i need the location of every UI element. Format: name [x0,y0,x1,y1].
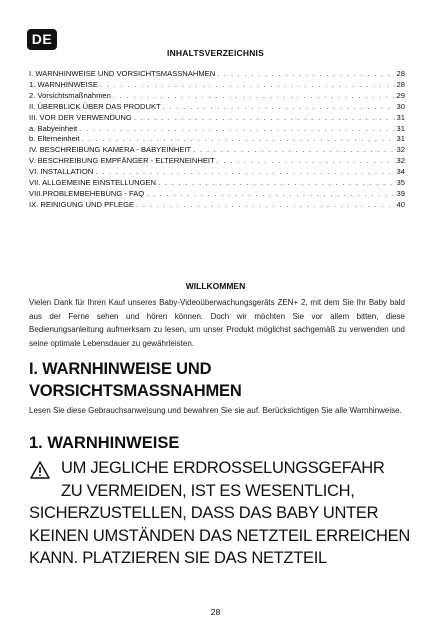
toc-entry-label: II. ÜBERBLICK ÜBER DAS PRODUKT [29,101,161,111]
toc-entry-label: III. VOR DER VERWENDUNG [29,112,132,122]
toc-entry-label: 1. WARNHINWEISE [29,79,98,89]
welcome-heading: WILLKOMMEN [185,281,246,291]
toc-entry-label: V. BESCHREIBUNG EMPFÄNGER - ELTERNEINHEIT [29,156,215,166]
toc-leader-dots [163,102,395,113]
toc-entry[interactable] [29,178,405,189]
toc-heading: INHALTSVERZEICHNIS [167,48,264,58]
toc-leader-dots [136,200,394,211]
warning-line-2: ZU VERMEIDEN, IST ES WESENTLICH, [61,481,355,500]
toc-entry-label: a. Babyeinheit [29,123,78,133]
warning-line-rest: SICHERZUSTELLEN, DASS DAS BABY UNTER KEINEN UMSTÄNDEN DAS NETZTEIL ERREICHEN KANN. PLATZIEREN SIE DAS NETZTEIL [29,504,410,568]
toc-leader-dots [95,167,394,178]
toc-entry[interactable] [29,156,405,167]
toc-entry-page: 30 [396,101,405,111]
toc-entry[interactable] [29,113,405,124]
toc-entry-page: 39 [396,188,405,198]
toc-entry[interactable] [29,145,405,156]
toc-entry-page: 32 [396,145,405,155]
toc-entry-page: 40 [396,199,405,209]
toc-entry-label: VI. INSTALLATION [29,167,94,177]
warning-text [29,457,411,570]
toc-entry-page: 35 [396,178,405,188]
table-of-contents [29,69,405,211]
welcome-paragraph: Vielen Dank für Ihren Kauf unseres Baby-Videoüberwachungsgeräts ZEN+ 2, mit dem Sie Ihr Baby bald aus der Ferne sehen und hören können. Doch wir möchten Sie vor allem bitten, diese Bedienungsanleitung aufmerksam zu lesen, um unser Produkt möglichst sachgemäß zu verwenden und seine optimale Lebensdauer zu gewährleisten. [29,298,405,348]
section-intro: Lesen Sie diese Gebrauchsanweisung und bewahren Sie sie auf. Berücksichtigen Sie alle Warnhinweise. [29,406,402,415]
toc-entry[interactable] [29,102,405,113]
toc-leader-dots [113,91,395,102]
toc-entry-page: 31 [396,123,405,133]
toc-entry-label: I. WARNHINWEISE UND VORSICHTSMASSNAHMEN [29,69,216,78]
subsection-title: 1. WARNHINWEISE [29,434,180,452]
toc-leader-dots [158,178,395,189]
language-badge: DE [27,29,57,50]
toc-entry-label: VII. ALLGEMEINE EINSTELLUNGEN [29,178,157,188]
toc-entry-page: 28 [396,69,405,78]
toc-entry-page: 29 [396,90,405,100]
toc-entry[interactable] [29,189,405,200]
toc-entry[interactable] [29,91,405,102]
toc-leader-dots [217,69,394,80]
toc-entry-label: IV. BESCHREIBUNG KAMERA - BABYEINHEIT [29,145,192,155]
toc-entry-page: 31 [396,112,405,122]
toc-entry-label: IX. REINIGUNG UND PFLEGE [29,199,135,209]
page-number: 28 [210,607,221,617]
toc-entry-label: 2. Vorsichtsmaßnahmen [29,90,111,100]
toc-entry-page: 28 [396,79,405,89]
toc-entry[interactable] [29,134,405,145]
toc-leader-dots [82,134,395,145]
toc-entry-label: b. Elterneinheit [29,134,80,144]
toc-entry[interactable] [29,69,405,80]
toc-leader-dots [100,80,395,91]
toc-entry-page: 31 [396,134,405,144]
toc-entry[interactable] [29,200,405,211]
toc-leader-dots [217,156,395,167]
toc-leader-dots [193,145,394,156]
toc-leader-dots [79,124,394,135]
toc-entry-page: 32 [396,156,405,166]
warning-line-1: UM JEGLICHE ERDROSSELUNGSGEFAHR [61,459,385,477]
toc-leader-dots [134,113,395,124]
toc-leader-dots [146,189,394,200]
toc-entry-page: 34 [396,167,405,177]
toc-entry-label: VIII.PROBLEMBEHEBUNG - FAQ [29,188,145,198]
toc-entry[interactable] [29,80,405,91]
section-title: I. WARNHINWEISE UND VORSICHTSMASSNAHMEN [29,360,242,400]
toc-entry[interactable] [29,124,405,135]
toc-entry[interactable] [29,167,405,178]
